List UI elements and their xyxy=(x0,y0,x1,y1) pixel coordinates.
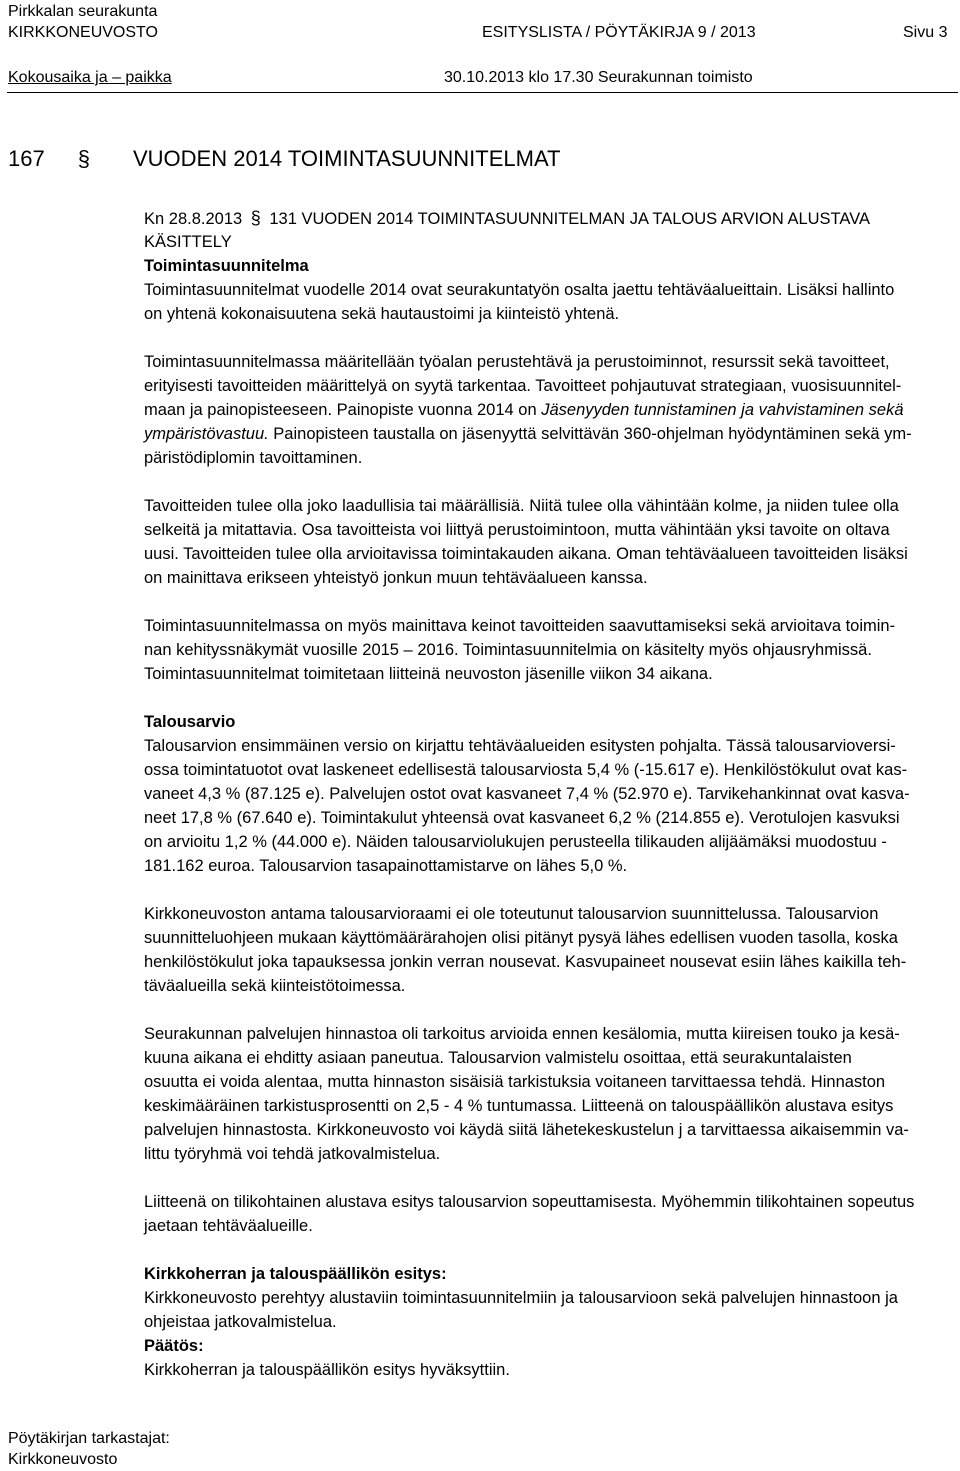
section-sign: § xyxy=(77,146,90,171)
p7-line: Seurakunnan palvelujen hinnastoa oli tarkoitus arvioida ennen kesälomia, mutta kiireisen touko ja kesä- xyxy=(144,1025,900,1043)
p7-line: littu työryhmä voi tehdä jatkovalmistelua. xyxy=(144,1145,441,1163)
p5-line: vaneet 4,3 % (87.125 e). Palvelujen ostot ovat kasvaneet 7,4 % (52.970 e). Tarvikehankinnat ovat kasva- xyxy=(144,785,910,803)
decision-heading: Päätös: xyxy=(144,1337,204,1355)
emphasis: Jäsenyyden tunnistaminen ja vahvistaminen sekä xyxy=(541,401,904,419)
p3-line: on mainittava erikseen yhteistyö jonkun muun tehtäväalueen kanssa. xyxy=(144,569,648,587)
plan-heading: Toimintasuunnitelma xyxy=(144,257,309,275)
section-sign: § xyxy=(250,208,261,228)
p6-line: täväalueilla sekä kiinteistötoimessa. xyxy=(144,977,406,995)
header-rule xyxy=(7,92,958,93)
p7-line: palvelujen hinnastosta. Kirkkoneuvosto voi käydä siitä lähetekeskustelun j a tarvittaessa aikaisemmin va- xyxy=(144,1121,909,1139)
p3-line: Tavoitteiden tulee olla joko laadullisia tai määrällisiä. Niitä tulee olla vähintään kolme, ja niiden tulee olla xyxy=(144,497,899,515)
p5-line: ossa toimintatuotot ovat laskeneet edellisestä talousarviosta 5,4 % (-15.617 e). Henkilöstökulut ovat kas- xyxy=(144,761,908,779)
p7-line: kuuna aikana ei ehditty asiaan paneutua. Talousarvion valmistelu osoittaa, että seurakuntalaisten xyxy=(144,1049,852,1067)
p1-line: on yhtenä kokonaisuutena sekä hautaustoimi ja kiinteistö yhtenä. xyxy=(144,305,620,323)
meeting-label: Kokousaika ja – paikka xyxy=(8,69,172,86)
item-number: 167 xyxy=(8,146,45,171)
emphasis: ympäristövastuu. xyxy=(144,425,269,443)
p2-line: Toimintasuunnitelmassa määritellään työalan perustehtävä ja perustoiminnot, resurssit sekä tavoitteet, xyxy=(144,353,890,371)
p4-line: Toimintasuunnitelmat toimitetaan liitteinä neuvoston jäsenille viikon 34 aikana. xyxy=(144,665,713,683)
p3-line: selkeitä ja mitattavia. Osa tavoitteista voi liittyä perustoimintoon, mutta vähintään yksi tavoite on oltava xyxy=(144,521,890,539)
reference-line: Kn 28.8.2013 § 131 VUODEN 2014 TOIMINTASUUNNITELMAN JA TALOUS ARVION ALUSTAVA xyxy=(144,208,870,228)
p6-line: suunnitteluohjeen mukaan käyttömäärärahojen olisi pitänyt pysyä lähes edellisen vuoden tasolla, koska xyxy=(144,929,898,947)
decision-text: Kirkkoherran ja talouspäällikön esitys hyväksyttiin. xyxy=(144,1361,510,1379)
p2-line: maan ja painopisteeseen. Painopiste vuonna 2014 on Jäsenyyden tunnistaminen ja vahvistaminen sekä xyxy=(144,401,904,419)
proposal-line: ohjeistaa jatkovalmistelua. xyxy=(144,1313,337,1331)
header-page: Sivu 3 xyxy=(903,24,948,41)
proposal-heading: Kirkkoherran ja talouspäällikön esitys: xyxy=(144,1265,447,1283)
p5-line: 181.162 euroa. Talousarvion tasapainottamistarve on lähes 5,0 %. xyxy=(144,857,628,875)
reference-line-2: KÄSITTELY xyxy=(144,233,232,251)
document-body xyxy=(144,206,956,1382)
header-doc-type: ESITYSLISTA / PÖYTÄKIRJA 9 / 2013 xyxy=(482,24,756,41)
p6-line: Kirkkoneuvoston antama talousarvioraami ei ole toteutunut talousarvion suunnittelussa. Talousarvion xyxy=(144,905,879,923)
footer-value: Kirkkoneuvosto xyxy=(8,1451,118,1468)
p7-line: osuutta ei voida alentaa, mutta hinnaston sisäisiä tarkistuksia voitaneen tarvittaessa tehdä. Hinnaston xyxy=(144,1073,886,1091)
p1-line: Toimintasuunnitelmat vuodelle 2014 ovat seurakuntatyön osalta jaettu tehtäväalueittain. Lisäksi hallinto xyxy=(144,281,895,299)
p6-line: henkilöstökulut joka tapauksessa jonkin verran nousevat. Kasvupaineet nousevat esiin lähes kaikilla teh- xyxy=(144,953,907,971)
p3-line: uusi. Tavoitteiden tulee olla arvioitavissa toimintakauden aikana. Oman tehtäväalueen tavoitteiden lisäksi xyxy=(144,545,908,563)
header-org: Pirkkalan seurakunta xyxy=(8,3,158,20)
item-heading xyxy=(8,146,560,172)
p8-line: jaetaan tehtäväalueille. xyxy=(144,1217,313,1235)
p5-line: on arvioitu 1,2 % (44.000 e). Näiden talousarviolukujen perusteella tilikauden alijäämäksi muodostuu - xyxy=(144,833,887,851)
footer-label: Pöytäkirjan tarkastajat: xyxy=(8,1430,170,1447)
p2-line: ympäristövastuu. Painopisteen taustalla on jäsenyyttä selvittävän 360-ohjelman hyödyntäminen sekä ym- xyxy=(144,425,912,443)
header-body: KIRKKONEUVOSTO xyxy=(8,24,158,41)
item-title: VUODEN 2014 TOIMINTASUUNNITELMAT xyxy=(132,146,561,171)
p2-line: päristödiplomin tavoittaminen. xyxy=(144,449,363,467)
budget-heading: Talousarvio xyxy=(144,713,236,731)
p4-line: Toimintasuunnitelmassa on myös mainittava keinot tavoitteiden saavuttamiseksi sekä arvioitava toimin- xyxy=(144,617,896,635)
proposal-line: Kirkkoneuvosto perehtyy alustaviin toimintasuunnitelmiin ja talousarvioon sekä palvelujen hinnastoon ja xyxy=(144,1289,898,1307)
p5-line: Talousarvion ensimmäinen versio on kirjattu tehtäväalueiden esitysten pohjalta. Tässä talousarvioversi- xyxy=(144,737,896,755)
p5-line: neet 17,8 % (67.640 e). Toimintakulut yhteensä ovat kasvaneet 6,2 % (214.855 e). Verotulojen kasvuksi xyxy=(144,809,900,827)
meeting-value: 30.10.2013 klo 17.30 Seurakunnan toimisto xyxy=(444,69,753,86)
p4-line: nan kehityssnäkymät vuosille 2015 – 2016. Toimintasuunnitelmia on käsitelty myös ohjausryhmissä. xyxy=(144,641,872,659)
p8-line: Liitteenä on tilikohtainen alustava esitys talousarvion sopeuttamisesta. Myöhemmin tilikohtainen sopeutus xyxy=(144,1193,915,1211)
p2-line: erityisesti tavoitteiden määrittelyä on syytä tarkentaa. Tavoitteet pohjautuvat strategiaan, vuosisuunnitel- xyxy=(144,377,902,395)
p7-line: keskimääräinen tarkistusprosentti on 2,5 - 4 % tuntumassa. Liitteenä on talouspäällikön alustava esitys xyxy=(144,1097,894,1115)
